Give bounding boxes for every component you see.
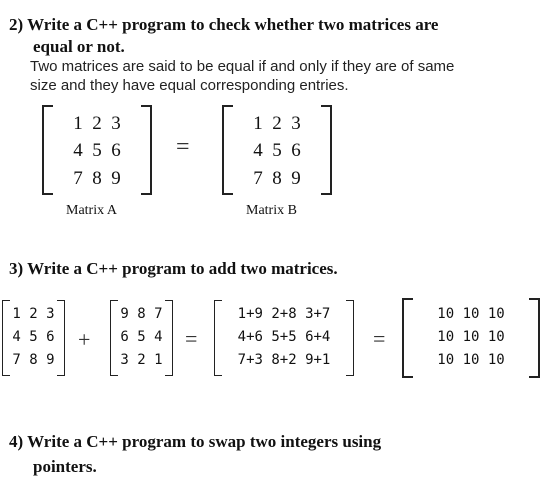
plus-sign: + [78,327,91,352]
problem-2-heading-line-2: equal or not. [33,37,125,56]
matrix-a-row-3: 7 8 9 [73,168,121,189]
matrix-b [222,105,332,195]
matrix-m1 [2,300,65,376]
matrix-m3 [214,300,354,376]
matrix-m3-row-1: 1+9 2+8 3+7 [237,306,331,322]
problem-3-heading: 3) Write a C++ program to add two matrices. [9,259,338,278]
matrix-m2-row-2: 6 5 4 [120,329,163,345]
matrix-b-row-3: 7 8 9 [253,168,301,189]
matrix-m1-row-3: 7 8 9 [12,352,55,368]
matrix-m2 [110,300,173,376]
matrix-m4-row-3: 10 10 10 [437,352,505,368]
problem-2-heading-line-1: 2) Write a C++ program to check whether two matrices are [9,15,439,34]
matrix-m3-row-3: 7+3 8+2 9+1 [237,352,331,368]
matrix-a [42,105,152,195]
matrix-m4 [402,298,540,378]
matrix-a-caption: Matrix A [66,203,117,218]
matrix-m4-row-1: 10 10 10 [437,306,505,322]
equals-sign-problem-3-second: = [373,326,386,351]
matrix-b-caption: Matrix B [246,203,297,218]
equals-sign-problem-3-first: = [185,326,198,351]
problem-2-description-line-1: Two matrices are said to be equal if and only if they are of same [30,58,455,75]
matrix-m1-row-2: 4 5 6 [12,329,55,345]
matrix-m2-row-1: 9 8 7 [120,306,163,322]
problem-4-heading-line-1: 4) Write a C++ program to swap two integers using [9,432,382,451]
matrix-m3-row-2: 4+6 5+5 6+4 [237,329,331,345]
matrix-m4-row-2: 10 10 10 [437,329,505,345]
matrix-a-row-1: 1 2 3 [73,113,121,134]
matrix-b-row-2: 4 5 6 [253,140,301,161]
problem-2-description-line-2: size and they have equal corresponding entries. [30,77,349,94]
matrix-b-row-1: 1 2 3 [253,113,301,134]
problem-4-heading-line-2: pointers. [33,457,97,476]
matrix-a-row-2: 4 5 6 [73,140,121,161]
matrix-m1-row-1: 1 2 3 [12,306,55,322]
equals-sign-problem-2: = [176,134,190,160]
matrix-m2-row-3: 3 2 1 [120,352,163,368]
